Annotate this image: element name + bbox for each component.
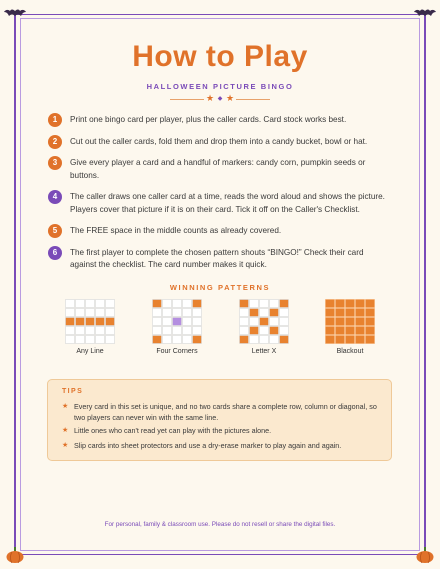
pattern-four-corners	[137, 299, 217, 355]
tip-item	[62, 441, 382, 452]
step-item	[48, 225, 388, 238]
pattern-label: Blackout	[336, 348, 364, 355]
pattern-cell	[106, 318, 115, 326]
winning-patterns-title: WINNING PATTERNS	[169, 283, 271, 292]
pattern-cell	[183, 300, 192, 308]
star-icon: ★	[62, 427, 69, 434]
pattern-cell	[163, 318, 172, 326]
pattern-cell	[66, 327, 75, 335]
pattern-cell	[356, 327, 365, 335]
step-item	[48, 157, 388, 182]
pattern-cell	[96, 300, 105, 308]
step-text: The FREE space in the middle counts as already covered.	[70, 226, 282, 235]
pattern-cell	[366, 327, 375, 335]
pattern-cell	[86, 309, 95, 317]
pattern-cell	[366, 318, 375, 326]
pattern-cell	[106, 336, 115, 344]
pattern-cell	[280, 300, 289, 308]
pattern-cell	[356, 318, 365, 326]
step-text: Cut out the caller cards, fold them and drop them into a candy bucket, bowl or hat.	[70, 136, 368, 146]
pattern-cell	[336, 336, 345, 344]
pattern-cell	[76, 327, 85, 335]
pattern-cell	[336, 318, 345, 326]
page-subtitle: HALLOWEEN PICTURE BINGO	[146, 82, 294, 91]
pattern-grid	[65, 299, 115, 344]
tips-box	[47, 379, 392, 461]
pattern-cell	[270, 318, 279, 326]
pattern-cell	[270, 309, 279, 317]
pattern-cell	[193, 327, 202, 335]
pattern-cell	[163, 327, 172, 335]
pattern-cell	[260, 318, 269, 326]
star-icon: ★	[62, 403, 69, 410]
pattern-cell	[280, 309, 289, 317]
pattern-cell	[96, 318, 105, 326]
pattern-cell	[336, 309, 345, 317]
pattern-cell	[106, 300, 115, 308]
tip-text: Every card in this set is unique, and no two cards share a complete row, column or diagonal, so two players can never win with the same line.	[74, 402, 377, 422]
step-number-badge: 2	[48, 135, 62, 149]
pattern-cell	[66, 300, 75, 308]
pattern-cell	[66, 318, 75, 326]
pattern-cell	[96, 327, 105, 335]
step-text: Give every player a card and a handful of markers: candy corn, pumpkin seeds or buttons.	[70, 158, 366, 180]
pattern-letter-x	[224, 299, 304, 355]
pattern-cell	[280, 318, 289, 326]
pattern-cell	[280, 336, 289, 344]
pattern-cell	[86, 300, 95, 308]
pattern-cell	[240, 336, 249, 344]
star-icon: ★	[205, 93, 215, 103]
pattern-cell	[336, 327, 345, 335]
pattern-cell	[346, 327, 355, 335]
pattern-cell	[163, 309, 172, 317]
pattern-cell	[153, 309, 162, 317]
pattern-grid	[325, 299, 375, 344]
pattern-cell	[356, 309, 365, 317]
star-icon: ★	[62, 442, 69, 449]
pattern-cell	[240, 327, 249, 335]
step-item	[48, 114, 388, 127]
pattern-cell	[346, 300, 355, 308]
pattern-cell	[76, 300, 85, 308]
pumpkin-icon	[6, 547, 24, 563]
footer-note: For personal, family & classroom use. Please do not resell or share the digital files.	[104, 521, 336, 528]
pattern-grid	[239, 299, 289, 344]
step-number-badge: 1	[48, 113, 62, 127]
pattern-label: Four Corners	[156, 348, 198, 355]
tip-item	[62, 402, 382, 423]
step-item	[48, 247, 388, 272]
pattern-cell	[346, 336, 355, 344]
pattern-cell	[106, 309, 115, 317]
pattern-cell	[153, 327, 162, 335]
pattern-cell	[193, 336, 202, 344]
pattern-cell	[270, 327, 279, 335]
pattern-cell	[270, 300, 279, 308]
pattern-cell	[250, 336, 259, 344]
step-text: The caller draws one caller card at a time, reads the word aloud and shows the picture. Players cover that picture if it is on their card. Tick it off on the Caller's Checklist.	[70, 192, 385, 214]
title-divider	[170, 93, 270, 105]
pattern-cell	[86, 318, 95, 326]
pattern-cell	[163, 300, 172, 308]
pattern-cell	[280, 327, 289, 335]
pattern-cell	[326, 300, 335, 308]
pattern-label: Letter X	[251, 348, 277, 355]
pattern-label: Any Line	[76, 348, 104, 355]
pattern-cell	[326, 336, 335, 344]
bat-icon	[4, 8, 26, 18]
pattern-cell	[76, 318, 85, 326]
pattern-cell	[250, 318, 259, 326]
pattern-cell	[153, 318, 162, 326]
pattern-cell	[173, 309, 182, 317]
pattern-cell	[183, 336, 192, 344]
pattern-cell	[240, 309, 249, 317]
star-icon: ★	[225, 93, 235, 103]
pattern-cell	[153, 300, 162, 308]
tip-text: Slip cards into sheet protectors and use a dry-erase marker to play again and again.	[74, 441, 342, 450]
pattern-cell	[183, 327, 192, 335]
pattern-cell	[326, 309, 335, 317]
pattern-cell	[326, 318, 335, 326]
steps-list	[48, 114, 388, 272]
pattern-cell	[366, 300, 375, 308]
pattern-cell	[336, 300, 345, 308]
pattern-cell	[356, 336, 365, 344]
pattern-cell	[66, 309, 75, 317]
pattern-cell	[193, 300, 202, 308]
pattern-cell	[96, 309, 105, 317]
bat-icon	[414, 8, 436, 18]
pattern-cell	[366, 309, 375, 317]
pattern-cell	[76, 309, 85, 317]
pattern-cell	[76, 336, 85, 344]
pattern-cell	[153, 336, 162, 344]
pattern-cell	[326, 327, 335, 335]
pattern-cell	[183, 309, 192, 317]
step-text: The first player to complete the chosen pattern shouts “BINGO!” Check their card against the checklist. The card number makes it quick.	[70, 247, 364, 269]
pattern-cell	[183, 318, 192, 326]
step-text: Print one bingo card per player, plus the caller cards. Card stock works best.	[70, 115, 347, 124]
pattern-any-line	[50, 299, 130, 355]
pattern-cell	[250, 309, 259, 317]
tips-title: TIPS	[62, 388, 84, 395]
step-number-badge: 5	[48, 224, 62, 238]
pattern-cell	[260, 300, 269, 308]
step-item	[48, 136, 388, 149]
pattern-cell	[96, 336, 105, 344]
step-item	[48, 191, 388, 216]
tip-text: Little ones who can't read yet can play with the pictures alone.	[74, 426, 272, 435]
pumpkin-icon	[416, 547, 434, 563]
pattern-cell	[86, 327, 95, 335]
pattern-cell	[193, 318, 202, 326]
step-number-badge: 4	[48, 190, 62, 204]
tip-item	[62, 426, 382, 437]
pattern-grid	[152, 299, 202, 344]
pattern-cell	[270, 336, 279, 344]
pattern-cell	[346, 309, 355, 317]
pattern-cell	[173, 336, 182, 344]
pattern-cell	[240, 318, 249, 326]
pattern-blackout	[310, 299, 390, 355]
page-title: How to Play	[132, 40, 308, 73]
pattern-cell	[240, 300, 249, 308]
pattern-cell	[260, 327, 269, 335]
pattern-cell	[356, 300, 365, 308]
pattern-cell	[106, 327, 115, 335]
pattern-cell	[193, 309, 202, 317]
pattern-cell	[173, 318, 182, 326]
pattern-cell	[250, 327, 259, 335]
pattern-cell	[346, 318, 355, 326]
pattern-cell	[173, 300, 182, 308]
pattern-cell	[86, 336, 95, 344]
pattern-cell	[260, 336, 269, 344]
pattern-cell	[163, 336, 172, 344]
step-number-badge: 3	[48, 156, 62, 170]
pattern-cell	[66, 336, 75, 344]
pattern-cell	[173, 327, 182, 335]
pattern-cell	[250, 300, 259, 308]
star-icon: ◆	[217, 96, 223, 102]
step-number-badge: 6	[48, 246, 62, 260]
pattern-cell	[366, 336, 375, 344]
pattern-cell	[260, 309, 269, 317]
